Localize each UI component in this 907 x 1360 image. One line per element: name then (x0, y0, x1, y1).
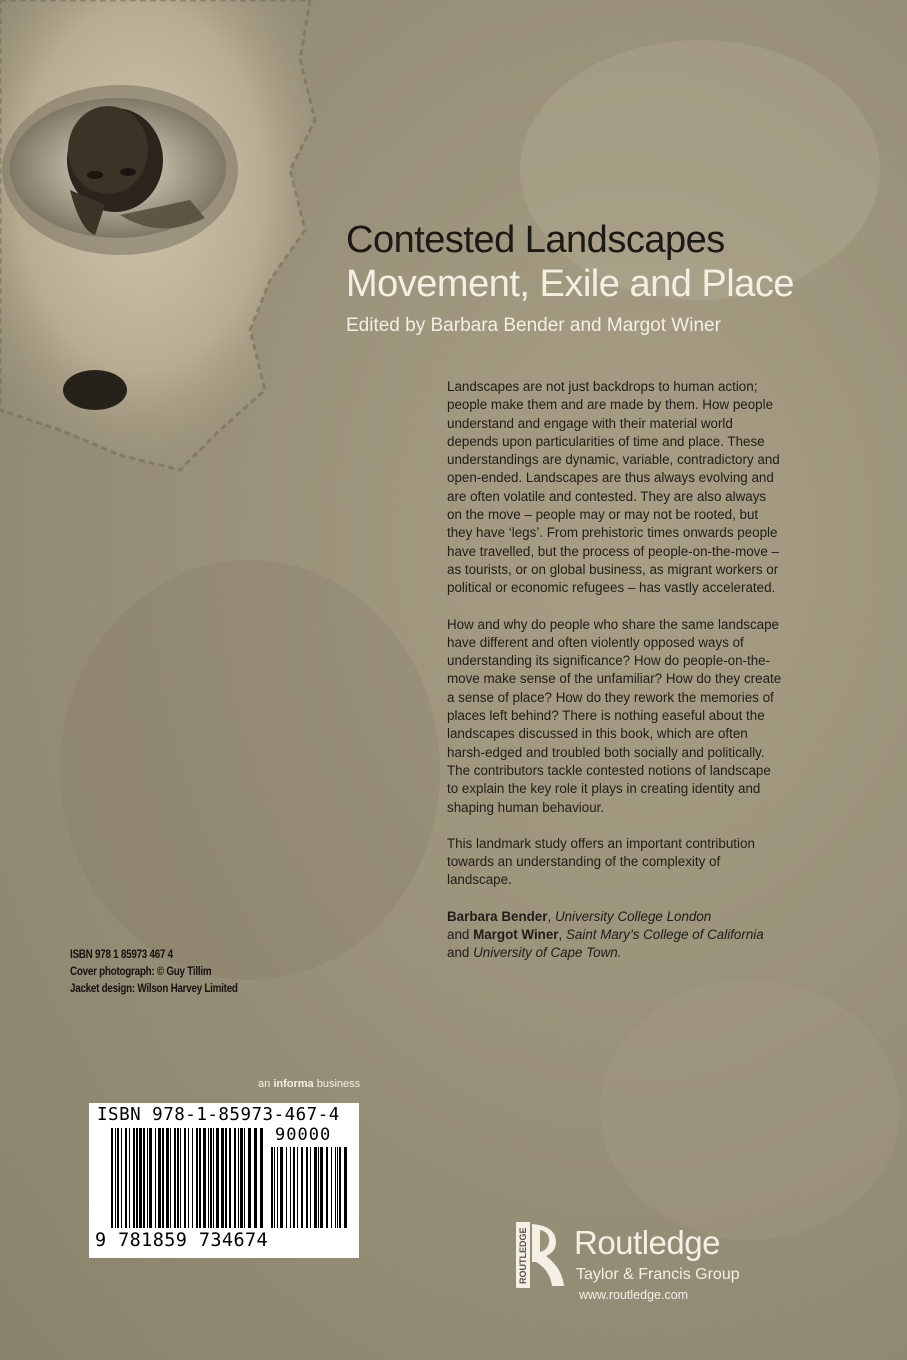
barcode-bar (210, 1128, 212, 1228)
barcode-bar (290, 1147, 291, 1228)
barcode-bar (248, 1128, 251, 1228)
informa-suffix: business (316, 1078, 361, 1090)
barcode-bar (274, 1147, 275, 1228)
barcode-bar (111, 1128, 113, 1228)
author-affiliations: Barbara Bender, University College London and Margot Winer, Saint Mary’s College of California and University of Cape Town. (447, 908, 764, 961)
barcode-bar (310, 1147, 311, 1228)
cover-photograph (0, 0, 320, 480)
author1-name: Barbara Bender (447, 908, 548, 924)
blurb-paragraph-1: Landscapes are not just backdrops to human action; people make them and are made by them. How people understand and engage with their material world depends upon particularities of time and place. These understandings are dynamic, variable, contradictory and open-ended. Landscapes are thus always evolving and are often volatile and contested. They are also always on the move – people may or may not be rooted, but they have ‘legs’. From prehistoric times onwards people have travelled, but the process of people-on-the-move – as tourists, or on global business, as migrant workers or political or economic refugees – has vastly accelerated. (447, 379, 780, 596)
barcode-bar (280, 1147, 283, 1228)
informa-brand: informa (273, 1078, 314, 1090)
barcode-bar (149, 1128, 152, 1228)
jacket-credits (70, 946, 238, 997)
blurb-paragraph-2: How and why do people who share the same landscape have different and often violently opposed ways of understanding its significance? How do people-on-the-move make sense of the unfamiliar? How do they create a sense of place? How do they rework the memories of places left behind? There is nothing easeful about the landscapes discussed in this book, which are often harsh-edged and troubled both socially and politically. The contributors tackle contested notions of landscape to explain the key role it plays in creating identity and shaping human behaviour. (447, 616, 782, 815)
barcode-bar (225, 1128, 227, 1228)
barcode-bar (174, 1128, 176, 1228)
barcode-bar (143, 1128, 145, 1228)
conjunction: and (447, 927, 470, 943)
jacket-design-credit: Jacket design: Wilson Harvey Limited (70, 981, 238, 995)
barcode-bar (277, 1147, 278, 1228)
barcode-isbn-text: ISBN 978-1-85973-467-4 (97, 1105, 340, 1125)
barcode-bar (199, 1128, 201, 1228)
cover-photo-credit (70, 963, 238, 980)
blurb-text (447, 378, 783, 981)
logo-vertical-text: ROUTLEDGE (518, 1227, 528, 1284)
informa-tagline (258, 1078, 360, 1090)
barcode-bar (326, 1147, 328, 1228)
barcode-bar (133, 1128, 135, 1228)
conjunction: and (447, 945, 470, 961)
barcode-bar (147, 1128, 148, 1228)
publisher-group: Taylor & Francis Group (576, 1266, 740, 1283)
barcode-bar (221, 1128, 224, 1228)
author1-affiliation: University College London (554, 908, 712, 924)
book-editors: Edited by Barbara Bender and Margot Winer (346, 315, 721, 336)
barcode-bar (129, 1128, 130, 1228)
barcode-bar (121, 1128, 122, 1228)
background-texture (60, 560, 440, 980)
barcode-bar (306, 1147, 308, 1228)
barcode-bar (260, 1128, 263, 1228)
author2-affiliation-a: Saint Mary’s College of California (565, 927, 764, 943)
barcode-bar (271, 1147, 273, 1228)
barcode-bar (208, 1128, 209, 1228)
author2-name: Margot Winer (473, 927, 559, 943)
barcode-bar (158, 1128, 161, 1228)
barcode-bar (177, 1128, 179, 1228)
barcode-bar (170, 1128, 171, 1228)
barcode-bar (162, 1128, 164, 1228)
barcode-bar (320, 1147, 323, 1228)
book-subtitle: Movement, Exile and Place (346, 263, 794, 305)
isbn-credit: ISBN 978 1 85973 467 4 (70, 947, 173, 961)
barcode-bar (339, 1147, 341, 1228)
publisher-url: www.routledge.com (579, 1288, 689, 1302)
barcode-bar (166, 1128, 169, 1228)
photographer-name: Guy Tillim (166, 964, 212, 978)
author2-affiliation-b: University of Cape Town. (473, 945, 622, 961)
barcode-bar (286, 1147, 287, 1228)
barcode-bar (244, 1128, 245, 1228)
barcode-bar (229, 1128, 231, 1228)
barcode-bar (180, 1128, 181, 1228)
barcode-bar (125, 1128, 127, 1228)
barcode-panel (89, 1103, 359, 1258)
barcode-bar (254, 1128, 257, 1228)
publisher-name: Routledge (574, 1224, 720, 1261)
barcode-bar (213, 1128, 214, 1228)
barcode-bar (196, 1128, 198, 1228)
barcode-bar (115, 1128, 116, 1228)
background-texture (600, 980, 900, 1240)
barcode-bar (301, 1147, 303, 1228)
barcode-bar (314, 1147, 317, 1228)
barcode-bar (188, 1128, 189, 1228)
informa-prefix: an (258, 1078, 271, 1090)
barcode-bar (337, 1147, 338, 1228)
barcode-price-code: 90000 (275, 1125, 332, 1145)
barcode-ean-digits: 9 781859 734674 (95, 1230, 269, 1251)
barcode-bar (203, 1128, 206, 1228)
barcode-bar (216, 1128, 219, 1228)
blurb-paragraph-3: This landmark study offers an important contribution towards an understanding of the complexity of landscape. (447, 835, 755, 888)
barcode-bar (335, 1147, 336, 1228)
cover-photo-label: Cover photograph: (70, 964, 155, 978)
barcode-bar (344, 1147, 347, 1228)
barcode-bar (318, 1147, 319, 1228)
barcode-bar (139, 1128, 142, 1228)
routledge-logo-icon (516, 1222, 566, 1288)
barcode-bar (155, 1128, 156, 1228)
barcode-bar (234, 1128, 236, 1228)
book-title: Contested Landscapes (346, 219, 725, 261)
barcode-bar (238, 1128, 239, 1228)
barcode-bar (136, 1128, 138, 1228)
barcode-bar (293, 1147, 295, 1228)
barcode-bar (240, 1128, 243, 1228)
barcode-bar (331, 1147, 332, 1228)
barcode-bar (117, 1128, 119, 1228)
barcode-bar (297, 1147, 298, 1228)
copyright-symbol: © (156, 964, 164, 978)
barcode-bar (184, 1128, 186, 1228)
barcode-bar (192, 1128, 193, 1228)
